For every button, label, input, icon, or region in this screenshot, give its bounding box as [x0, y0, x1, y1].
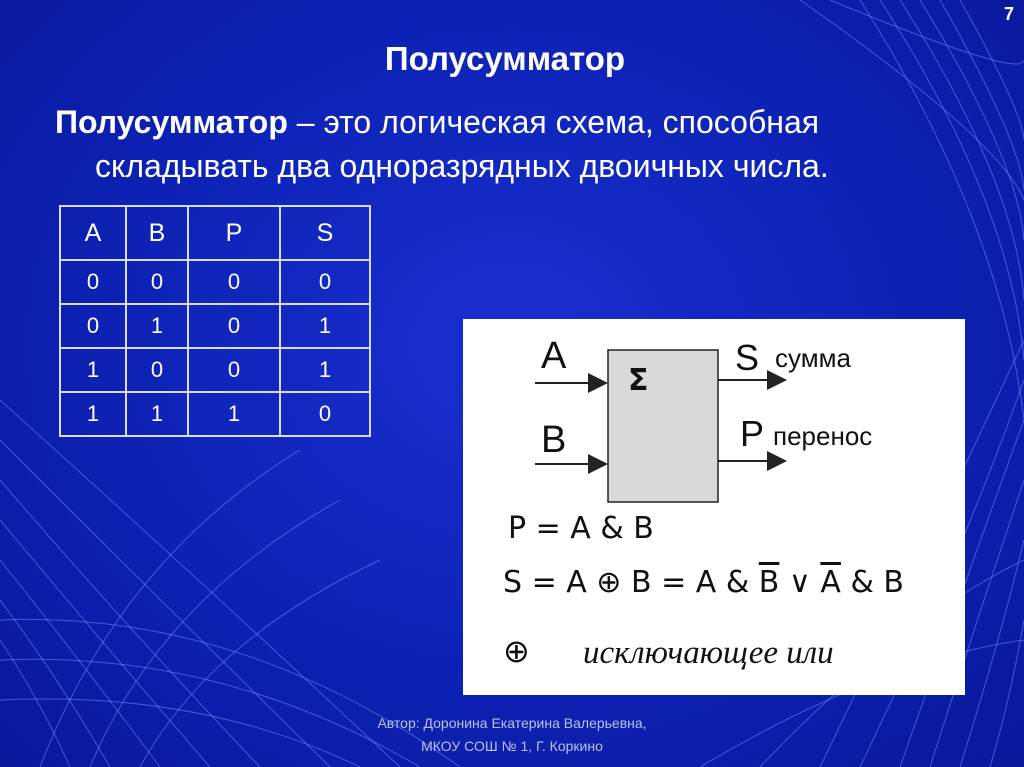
- table-cell: 1: [126, 304, 188, 348]
- xor-symbol: ⊕: [503, 632, 530, 670]
- input-a-label: A: [541, 335, 567, 377]
- formula-s-part: ∨: [779, 565, 821, 600]
- table-row: [60, 392, 370, 436]
- definition-term: Полусумматор: [55, 104, 288, 140]
- output-s-label: S: [735, 337, 760, 378]
- page-number: 7: [1003, 4, 1014, 24]
- table-cell: 0: [126, 260, 188, 304]
- table-cell: 0: [188, 260, 280, 304]
- output-sum-caption: сумма: [775, 343, 851, 373]
- table-row: [60, 260, 370, 304]
- table-cell: 0: [280, 392, 370, 436]
- author-line-1: Автор: Доронина Екатерина Валерьевна,: [377, 715, 647, 731]
- author-footer: [0, 712, 1024, 758]
- truth-table: [59, 205, 371, 437]
- xor-caption: исключающее или: [583, 635, 834, 671]
- table-cell: 1: [60, 392, 126, 436]
- table-cell: 0: [188, 348, 280, 392]
- table-cell: 0: [188, 304, 280, 348]
- column-header-p: P: [188, 206, 280, 260]
- table-cell: 0: [60, 260, 126, 304]
- table-cell: 1: [126, 392, 188, 436]
- formula-p: P = A & B: [508, 511, 654, 546]
- table-row: [60, 348, 370, 392]
- definition-text: [55, 100, 955, 188]
- formula-s-part: S = A ⊕ B = A &: [503, 565, 759, 600]
- formula-s-not-b: $\overline{B}$: [758, 565, 780, 600]
- truth-table-header-row: [60, 206, 370, 260]
- definition-line-2: складывать два одноразрядных двоичных числа.: [95, 148, 829, 184]
- column-header-s: S: [280, 206, 370, 260]
- input-b-label: B: [541, 419, 567, 461]
- formula-s-part: & B: [840, 565, 904, 600]
- table-row: [60, 304, 370, 348]
- definition-line-1: – это логическая схема, способная: [287, 104, 820, 140]
- adder-block: [608, 350, 718, 502]
- column-header-a: A: [60, 206, 126, 260]
- output-p-label: P: [740, 413, 765, 454]
- author-line-2: МКОУ СОШ № 1, Г. Коркино: [421, 738, 603, 754]
- half-adder-diagram: [463, 319, 965, 695]
- table-cell: 0: [60, 304, 126, 348]
- column-header-b: B: [126, 206, 188, 260]
- sigma-symbol: Σ: [628, 363, 649, 398]
- table-cell: 1: [280, 304, 370, 348]
- table-cell: 0: [280, 260, 370, 304]
- table-cell: 0: [126, 348, 188, 392]
- table-cell: 1: [60, 348, 126, 392]
- output-carry-caption: перенос: [773, 421, 873, 451]
- table-cell: 1: [188, 392, 280, 436]
- formula-s: [503, 565, 904, 600]
- formula-s-not-a: $\overline{A}$: [820, 565, 841, 600]
- table-cell: 1: [280, 348, 370, 392]
- slide-title: Полусумматор: [384, 40, 626, 77]
